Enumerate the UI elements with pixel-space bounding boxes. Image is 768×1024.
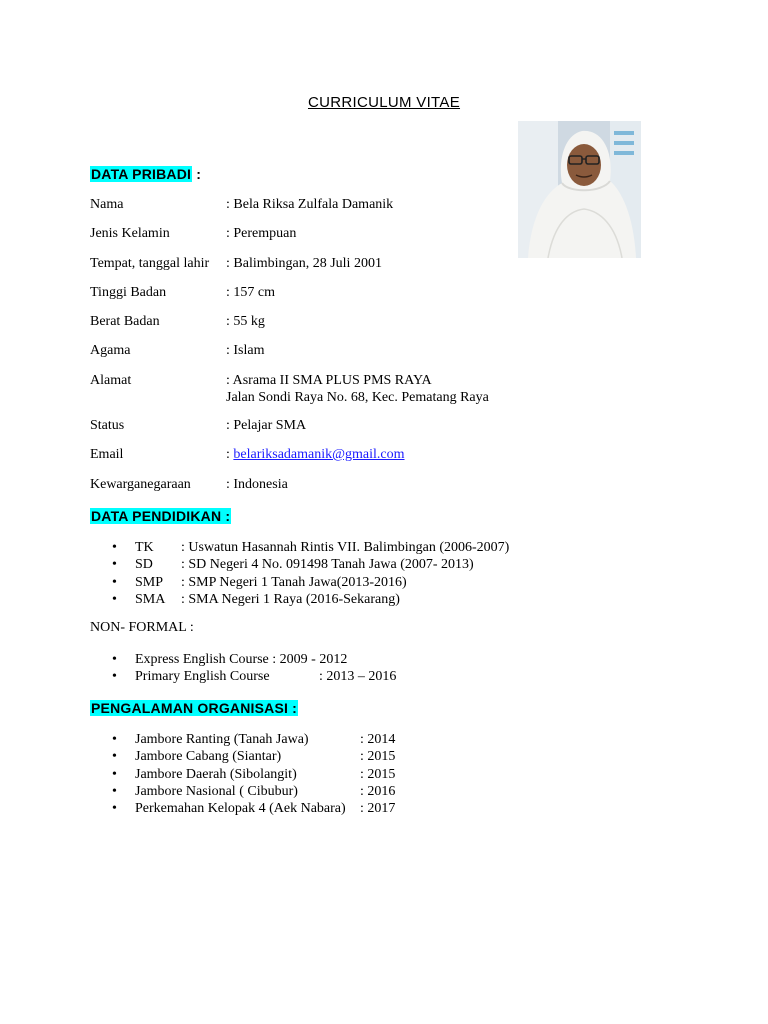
education-level: SMA [135, 591, 166, 607]
row-label: Tinggi Badan [90, 285, 167, 300]
education-level: SMP [135, 574, 164, 590]
document-title: CURRICULUM VITAE [307, 94, 461, 111]
bullet-icon: • [112, 557, 117, 573]
education-heading-text: DATA PENDIDIKAN : [91, 508, 231, 524]
row-label: Nama [90, 197, 124, 212]
bullet-icon: • [112, 766, 117, 782]
bullet-icon: • [112, 652, 117, 667]
organization-year: : 2016 [360, 783, 396, 799]
row-value [226, 372, 489, 406]
row-label: Tempat, tanggal lahir [90, 256, 210, 271]
row-value: : Balimbingan, 28 Juli 2001 [226, 256, 382, 271]
row-value: : Indonesia [226, 477, 288, 492]
organization-name: Perkemahan Kelopak 4 (Aek Nabara) [135, 801, 346, 817]
profile-photo [518, 121, 641, 258]
row-label: Status [90, 418, 125, 433]
organization-year: : 2015 [360, 766, 396, 782]
row-label: Email [90, 447, 124, 462]
organization-name: Jambore Nasional ( Cibubur) [135, 783, 298, 799]
bullet-icon: • [112, 801, 117, 817]
row-value: : 157 cm [226, 285, 275, 300]
address-line-1: : Asrama II SMA PLUS PMS RAYA [226, 373, 432, 388]
organization-heading-text: PENGALAMAN ORGANISASI : [91, 700, 298, 716]
bullet-icon: • [112, 783, 117, 799]
row-label: Kewarganegaraan [90, 477, 191, 492]
education-level: SD [135, 557, 153, 573]
email-prefix: : [226, 447, 234, 462]
row-value [226, 446, 405, 463]
personal-data-heading-colon: : [192, 166, 202, 182]
row-value: : Perempuan [226, 226, 297, 241]
bullet-icon: • [112, 574, 117, 590]
course-name: Primary English Course [135, 669, 270, 685]
email-link[interactable]: belariksadamanik@gmail.com [233, 447, 405, 462]
education-school: : SMP Negeri 1 Tanah Jawa(2013-2016) [181, 574, 407, 590]
bullet-icon: • [112, 669, 117, 685]
personal-data-heading [90, 166, 201, 182]
row-label: Agama [90, 343, 131, 358]
bullet-icon: • [112, 591, 117, 607]
row-value: : Islam [226, 343, 265, 358]
personal-data-heading-text: DATA PRIBADI [91, 166, 192, 182]
row-label: Berat Badan [90, 314, 160, 329]
organization-name: Jambore Daerah (Sibolangit) [135, 766, 297, 782]
address-line-2: Jalan Sondi Raya No. 68, Kec. Pematang Raya [226, 390, 489, 405]
education-school: : SMA Negeri 1 Raya (2016-Sekarang) [181, 591, 400, 607]
education-heading [90, 508, 231, 524]
bullet-icon: • [112, 540, 117, 555]
organization-name: Jambore Ranting (Tanah Jawa) [135, 732, 309, 747]
organization-year: : 2017 [360, 801, 396, 817]
course-years: : 2013 – 2016 [319, 669, 397, 685]
education-school: : SD Negeri 4 No. 091498 Tanah Jawa (2007- 2013) [181, 557, 474, 573]
row-value: : Bela Riksa Zulfala Damanik [226, 197, 394, 212]
organization-year: : 2015 [360, 749, 396, 765]
organization-year: : 2014 [360, 732, 396, 747]
row-label: Alamat [90, 373, 132, 388]
nonformal-label: NON- FORMAL : [90, 620, 194, 635]
row-value: : Pelajar SMA [226, 418, 307, 433]
education-level: TK [135, 540, 154, 555]
row-value: : 55 kg [226, 314, 265, 329]
organization-heading [90, 700, 298, 716]
profile-photo-image [518, 121, 641, 258]
bullet-icon: • [112, 749, 117, 765]
bullet-icon: • [112, 732, 117, 747]
course-name: Express English Course : 2009 - 2012 [135, 652, 348, 667]
organization-name: Jambore Cabang (Siantar) [135, 749, 282, 765]
row-label: Jenis Kelamin [90, 226, 170, 241]
education-school: : Uswatun Hasannah Rintis VII. Balimbingan (2006-2007) [181, 540, 510, 555]
